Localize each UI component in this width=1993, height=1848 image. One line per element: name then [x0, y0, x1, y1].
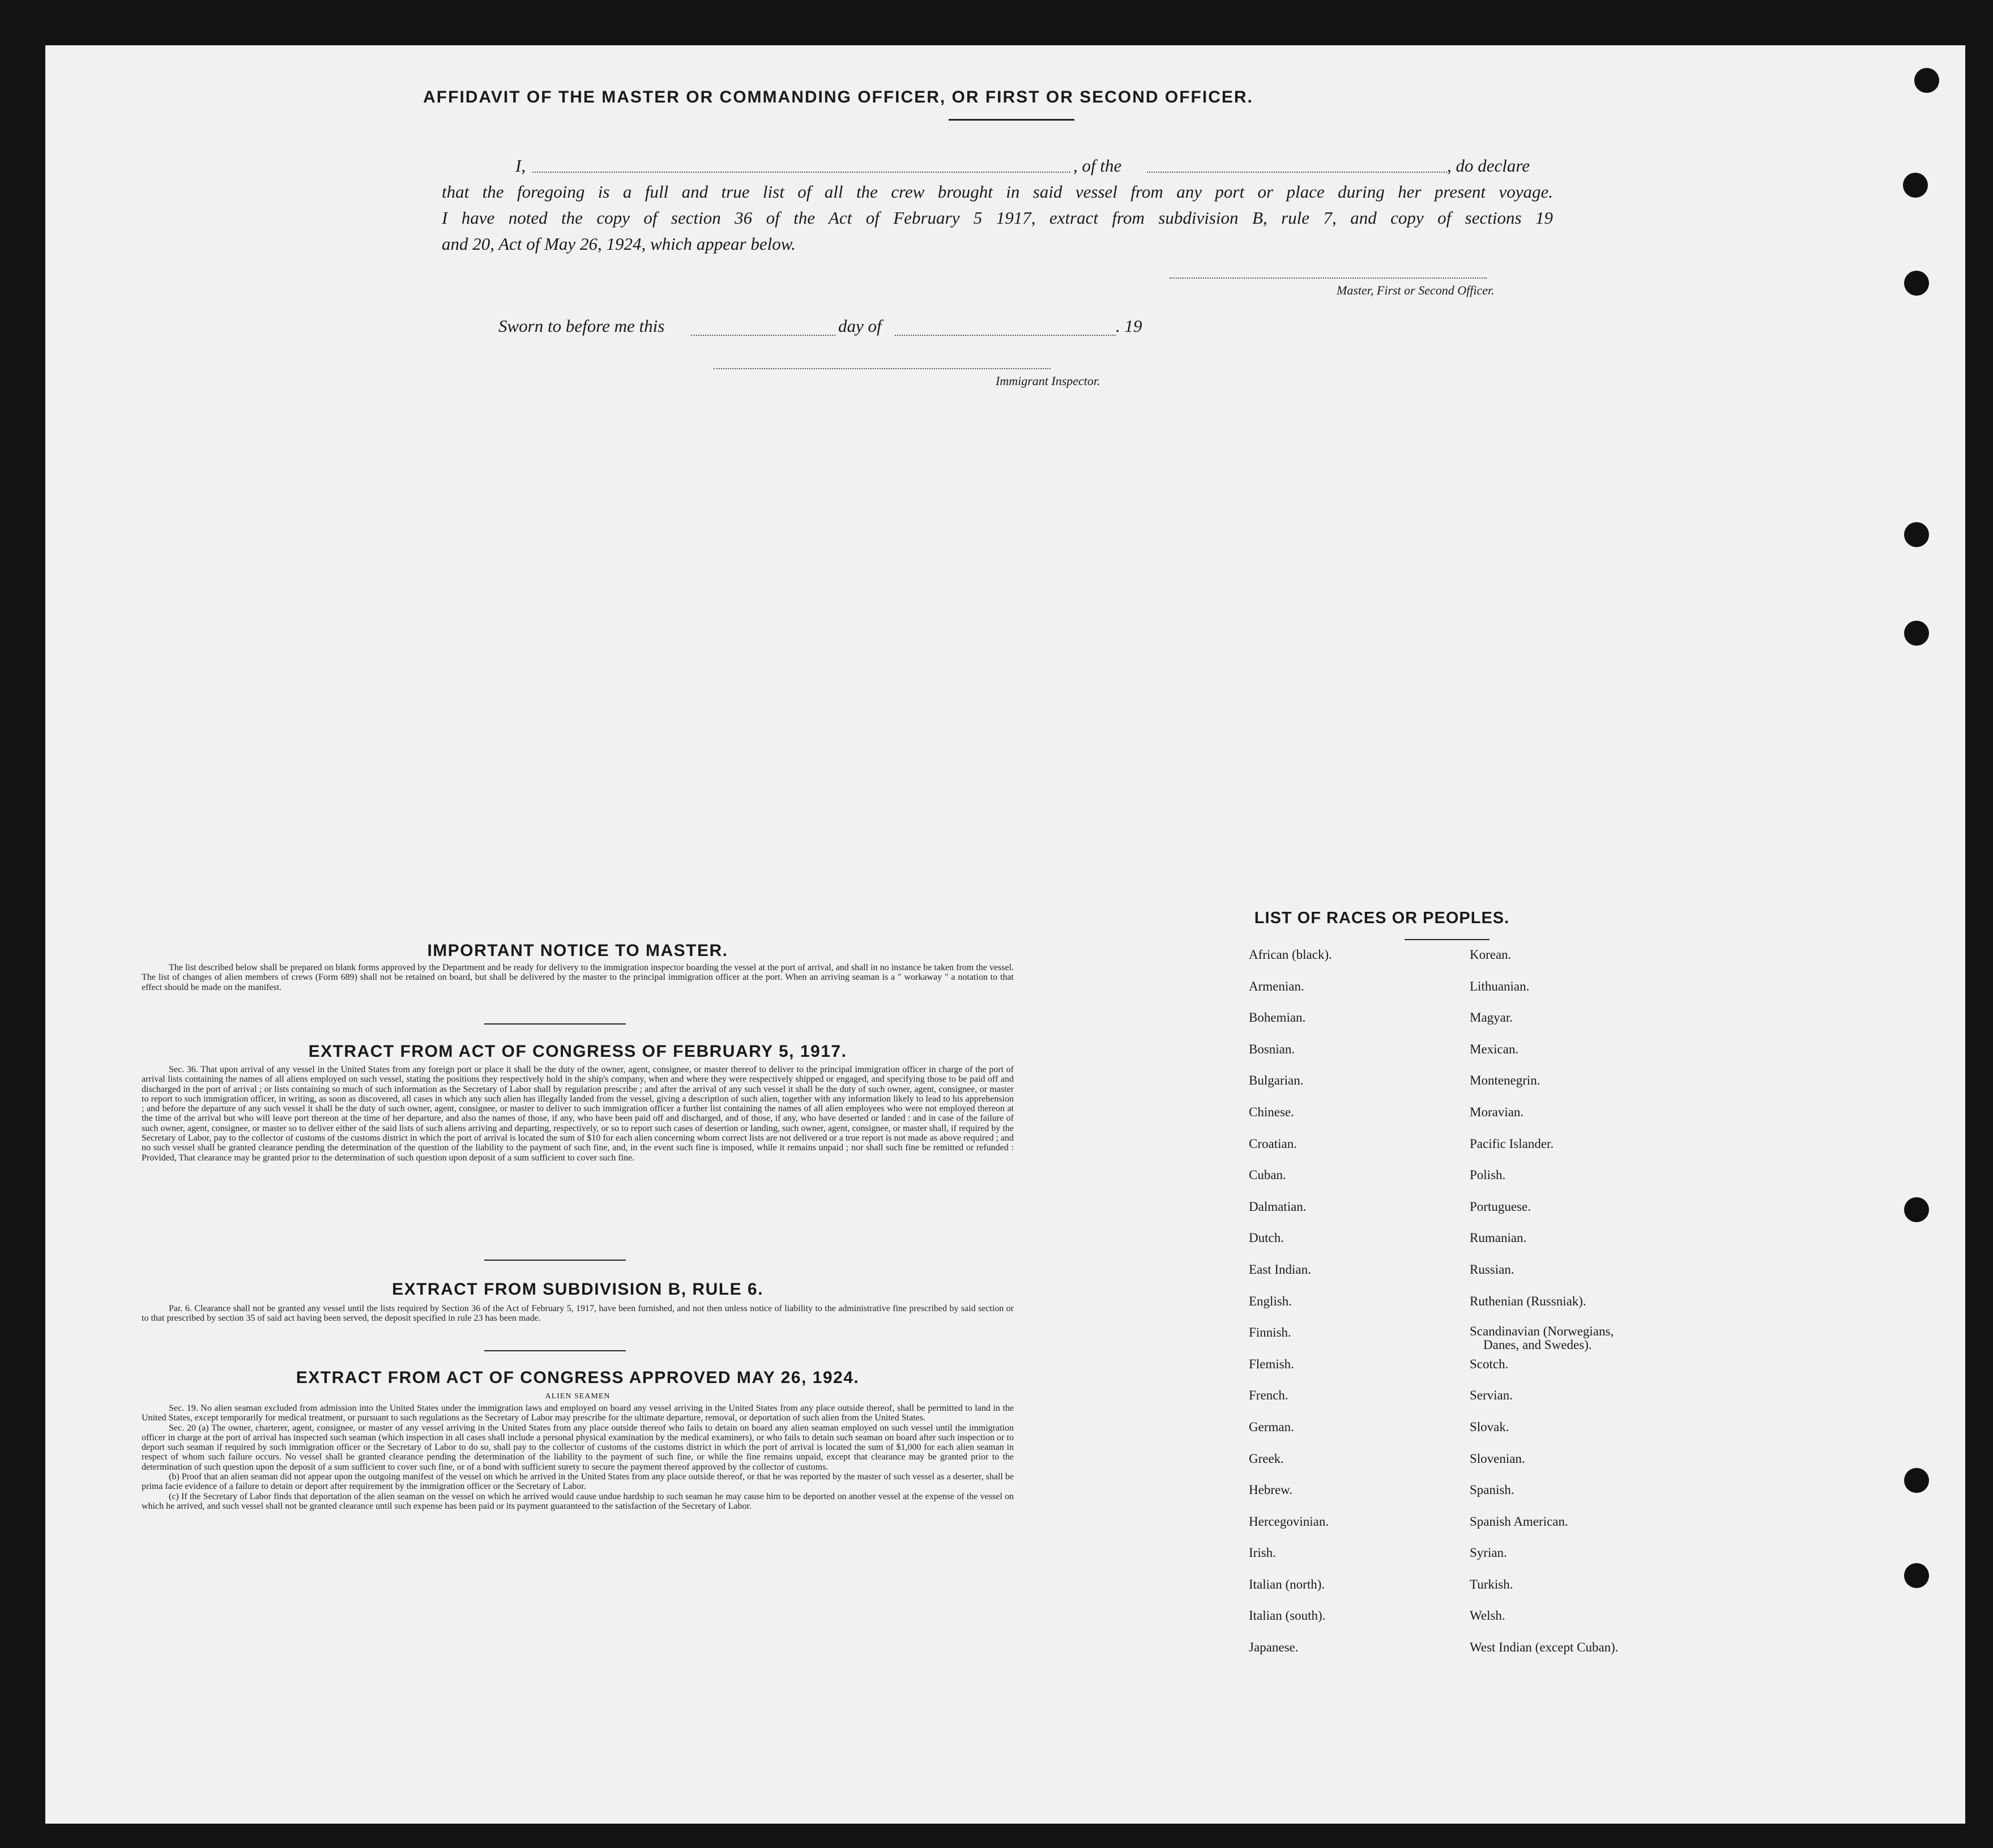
race-item: Japanese. — [1249, 1640, 1299, 1655]
extract-1924-title: EXTRACT FROM ACT OF CONGRESS APPROVED MAY 26, 1924. — [296, 1368, 860, 1387]
master-signature-line[interactable] — [1170, 278, 1487, 279]
sworn-day-field[interactable] — [691, 335, 835, 336]
sworn-label: Sworn to before me this — [498, 316, 665, 336]
race-item: Hercegovinian. — [1249, 1514, 1329, 1529]
rule-6-paragraph: Par. 6. Clearance shall not be granted any vessel until the lists required by Section 36 of the Act of February 5, 1917, have been furnished, and not then unless notice of liability to the administrative fine prescribed by said section or to that prescribed by section 35 of said act having been served, the deposit specified in rule 23 has been made. — [142, 1304, 1014, 1324]
title-underline — [949, 119, 1074, 121]
race-item: Mexican. — [1470, 1042, 1519, 1056]
race-item: Irish. — [1249, 1546, 1276, 1560]
race-item: Greek. — [1249, 1451, 1284, 1466]
vessel-field-line[interactable] — [1147, 172, 1447, 173]
race-item: Portuguese. — [1470, 1199, 1531, 1214]
sworn-month-field[interactable] — [895, 335, 1116, 336]
race-item: German. — [1249, 1419, 1294, 1434]
race-item: Italian (south). — [1249, 1608, 1326, 1623]
declaration-i: I, — [515, 156, 526, 176]
section-36-paragraph: Sec. 36. That upon arrival of any vessel in the United States from any foreign port or place it shall be the duty of the owner, agent, consignee, or master thereof to deliver to the principal immigration officer in charge of the port of arrival lists containing the names of all aliens employed on such vessel, stating the positions they respectively hold in the ship's company, when and where they were respectively shipped or engaged, and specifying those to be paid off and discharged in the port of arrival ; or lists containing so much of such information as the Secretary of Labor shall by regulation prescribe ; and after the arrival of any such vessel it shall be the duty of such owner, agent, consignee, or master to report to such immigration officer, in writing, as soon as discovered, all cases in which any such alien has illegally landed from the vessel, giving a description of such alien, together with any information likely to lead to his apprehension ; and before the departure of any such vessel it shall be the duty of such owner, agent, consignee, or master to deliver to such immigration officer a further list containing the names of all alien employees who were not employed thereon at the time of the arrival but who will leave port thereon at the time of her departure, and also the names of those, if any, who have been paid off and discharged, and of those, if any, who have deserted or landed : and in case of the failure of such owner, agent, consignee, or master so to deliver either of the said lists of such aliens arriving and departing, respectively, or so to report such cases of desertion or landing, such owner, agent, consignee, or master shall, if required by the Secretary of Labor, pay to the collector of customs of the customs district in which the port of arrival is located the sum of $10 for each alien concerning whom correct lists are not delivered or a true report is not made as above required ; and no such vessel shall be granted clearance pending the determination of the question of the liability to the payment of such fine, and, in the event such fine is imposed, while it remains unpaid ; nor shall such fine be remitted or refunded : Provided, That clearance may be granted prior to the determination of such question upon deposit of a sum sufficient to cover such fine. — [142, 1065, 1014, 1163]
declaration-line-1 — [442, 153, 1553, 179]
binder-hole — [1904, 522, 1929, 547]
race-item: Dalmatian. — [1249, 1199, 1307, 1214]
sworn-day-of: day of — [838, 316, 882, 336]
races-right-column — [1470, 947, 1619, 1671]
race-item: French. — [1249, 1388, 1288, 1403]
binder-hole — [1904, 1468, 1929, 1493]
divider — [484, 1023, 626, 1025]
race-item: Chinese. — [1249, 1104, 1294, 1119]
race-item: Welsh. — [1470, 1608, 1505, 1623]
races-left-column — [1249, 947, 1332, 1671]
divider — [484, 1350, 626, 1351]
binder-hole — [1904, 1563, 1929, 1588]
race-item: Armenian. — [1249, 979, 1304, 993]
extract-1917-text — [142, 1065, 1014, 1163]
race-item: Slovak. — [1470, 1419, 1509, 1434]
race-item: Italian (north). — [1249, 1577, 1325, 1591]
race-item-line: Scandinavian (Norwegians, — [1470, 1324, 1614, 1339]
race-item: Finnish. — [1249, 1325, 1291, 1340]
race-item: Bosnian. — [1249, 1042, 1295, 1056]
notice-title: IMPORTANT NOTICE TO MASTER. — [427, 941, 728, 960]
notice-paragraph: The list described below shall be prepared on blank forms approved by the Department and be ready for delivery to the immigration inspector boarding the vessel at the port of arrival, and shall in no instance be taken from the vessel. The list of changes of alien members of crews (Form 689) shall not be retained on board, but shall be delivered by the master to the principal immigration officer at the port. When an arriving seaman is a " workaway " a notation to that effect should be made on the manifest. — [142, 963, 1014, 992]
form-page — [45, 45, 1965, 1824]
race-item: Ruthenian (Russniak). — [1470, 1294, 1586, 1308]
race-item: Turkish. — [1470, 1577, 1513, 1591]
sworn-year: . 19 — [1116, 316, 1142, 336]
section-20a-paragraph: Sec. 20 (a) The owner, charterer, agent, consignee, or master of any vessel arriving in the United States from any place outside thereof who fails to detain on board any alien seaman employed on such vessel until the immigration officer in charge at the port of arrival has inspected such seaman (which inspection in all cases shall include a personal physical examination by the medical examiners), or who fails to detain such seaman on board after such inspection or to deport such seaman if required by such immigration officer or the Secretary of Labor to do so, shall pay to the collector of customs of the customs district in which the port of arrival is located the sum of $1,000 for each alien seaman in respect of whom such failure occurs. No vessel shall be granted clearance pending the determination of the liability to the payment of such fine, or while the fine remains unpaid, except that clearance may be granted prior to the determination of such question upon the deposit of a sum sufficient to cover such fine, or of a bond with sufficient surety to secure the payment thereof approved by the collector of customs. — [142, 1423, 1014, 1472]
extract-1917-title: EXTRACT FROM ACT OF CONGRESS OF FEBRUARY 5, 1917. — [308, 1042, 847, 1061]
extract-rule6-title: EXTRACT FROM SUBDIVISION B, RULE 6. — [392, 1280, 763, 1299]
race-item: Spanish American. — [1470, 1514, 1568, 1529]
race-item: Dutch. — [1249, 1231, 1284, 1245]
declaration-do-declare: , do declare — [1447, 156, 1530, 176]
declaration-text — [442, 153, 1553, 257]
race-item: Lithuanian. — [1470, 979, 1530, 993]
section-20b-paragraph: (b) Proof that an alien seaman did not appear upon the outgoing manifest of the vessel on which he arrived in the United States from any place outside thereof, or that he was reported by the master of such vessel as a deserter, shall be prima facie evidence of a failure to detain or deport after requirement by the immigration officer or the Secretary of Labor. — [142, 1472, 1014, 1492]
race-item: Croatian. — [1249, 1136, 1297, 1151]
extract-1924-text — [142, 1403, 1014, 1511]
race-item: East Indian. — [1249, 1262, 1311, 1277]
race-item: Rumanian. — [1470, 1231, 1527, 1245]
race-item: Polish. — [1470, 1168, 1506, 1183]
binder-hole — [1904, 1197, 1929, 1222]
race-item: Cuban. — [1249, 1168, 1286, 1183]
alien-seamen-subtitle: ALIEN SEAMEN — [545, 1392, 611, 1401]
name-field-line[interactable] — [532, 172, 1070, 173]
declaration-line-2: that the foregoing is a full and true list of all the crew brought in said vessel from any port or place during her present voyage. — [442, 182, 1553, 202]
race-item: West Indian (except Cuban). — [1470, 1640, 1619, 1655]
inspector-signature-label: Immigrant Inspector. — [996, 374, 1100, 388]
race-item: Moravian. — [1470, 1104, 1524, 1119]
binder-hole — [1904, 621, 1929, 646]
race-item: Syrian. — [1470, 1546, 1507, 1560]
race-item: Flemish. — [1249, 1356, 1294, 1371]
race-item: Pacific Islander. — [1470, 1136, 1554, 1151]
race-item: Servian. — [1470, 1388, 1513, 1403]
races-title-underline — [1405, 939, 1490, 940]
sworn-line — [498, 316, 1235, 342]
section-19-paragraph: Sec. 19. No alien seaman excluded from admission into the United States under the immigration laws and employed on board any vessel arriving in the United States from any place outside thereof, shall be permitted to land in the United States, except temporarily for medical treatment, or pursuant to such regulations as the Secretary of Labor may prescribe for the ultimate departure, removal, or deportation of such alien from the United States. — [142, 1403, 1014, 1423]
race-item: Russian. — [1470, 1262, 1514, 1277]
race-item: Bulgarian. — [1249, 1073, 1304, 1088]
race-item: Korean. — [1470, 948, 1512, 962]
inspector-signature-line[interactable] — [714, 368, 1051, 369]
declaration-line-4: and 20, Act of May 26, 1924, which appear below. — [442, 234, 796, 254]
divider — [484, 1260, 626, 1261]
race-item: Spanish. — [1470, 1483, 1514, 1497]
race-item: Magyar. — [1470, 1010, 1513, 1025]
section-20c-paragraph: (c) If the Secretary of Labor finds that deportation of the alien seaman on the vessel on which he arrived would cause undue hardship to such seaman he may cause him to be deported on another vessel at the expense of the vessel on which he arrived, and such vessel shall not be granted clearance until such expense has been paid or its payment guaranteed to the satisfaction of the Secretary of Labor. — [142, 1491, 1014, 1511]
race-item: Slovenian. — [1470, 1451, 1525, 1466]
extract-rule6-text — [142, 1304, 1014, 1324]
race-item: Bohemian. — [1249, 1010, 1306, 1025]
race-item: Hebrew. — [1249, 1483, 1293, 1497]
race-item — [1470, 1325, 1619, 1356]
declaration-of-the: , of the — [1073, 156, 1122, 176]
binder-hole — [1903, 173, 1928, 198]
race-item-line: Danes, and Swedes). — [1483, 1338, 1592, 1352]
race-item: Scotch. — [1470, 1356, 1509, 1371]
race-item: African (black). — [1249, 948, 1332, 962]
race-item: English. — [1249, 1294, 1292, 1308]
affidavit-title: AFFIDAVIT OF THE MASTER OR COMMANDING OFFICER, OR FIRST OR SECOND OFFICER. — [423, 88, 1253, 106]
master-signature-label: Master, First or Second Officer. — [1337, 283, 1495, 297]
binder-hole — [1914, 68, 1939, 93]
binder-hole — [1904, 271, 1929, 296]
notice-text — [142, 963, 1014, 992]
races-title: LIST OF RACES OR PEOPLES. — [1254, 909, 1510, 927]
race-item: Montenegrin. — [1470, 1073, 1540, 1088]
declaration-line-3: I have noted the copy of section 36 of the Act of February 5 1917, extract from subdivision B, rule 7, and copy of sections 19 — [442, 208, 1553, 228]
